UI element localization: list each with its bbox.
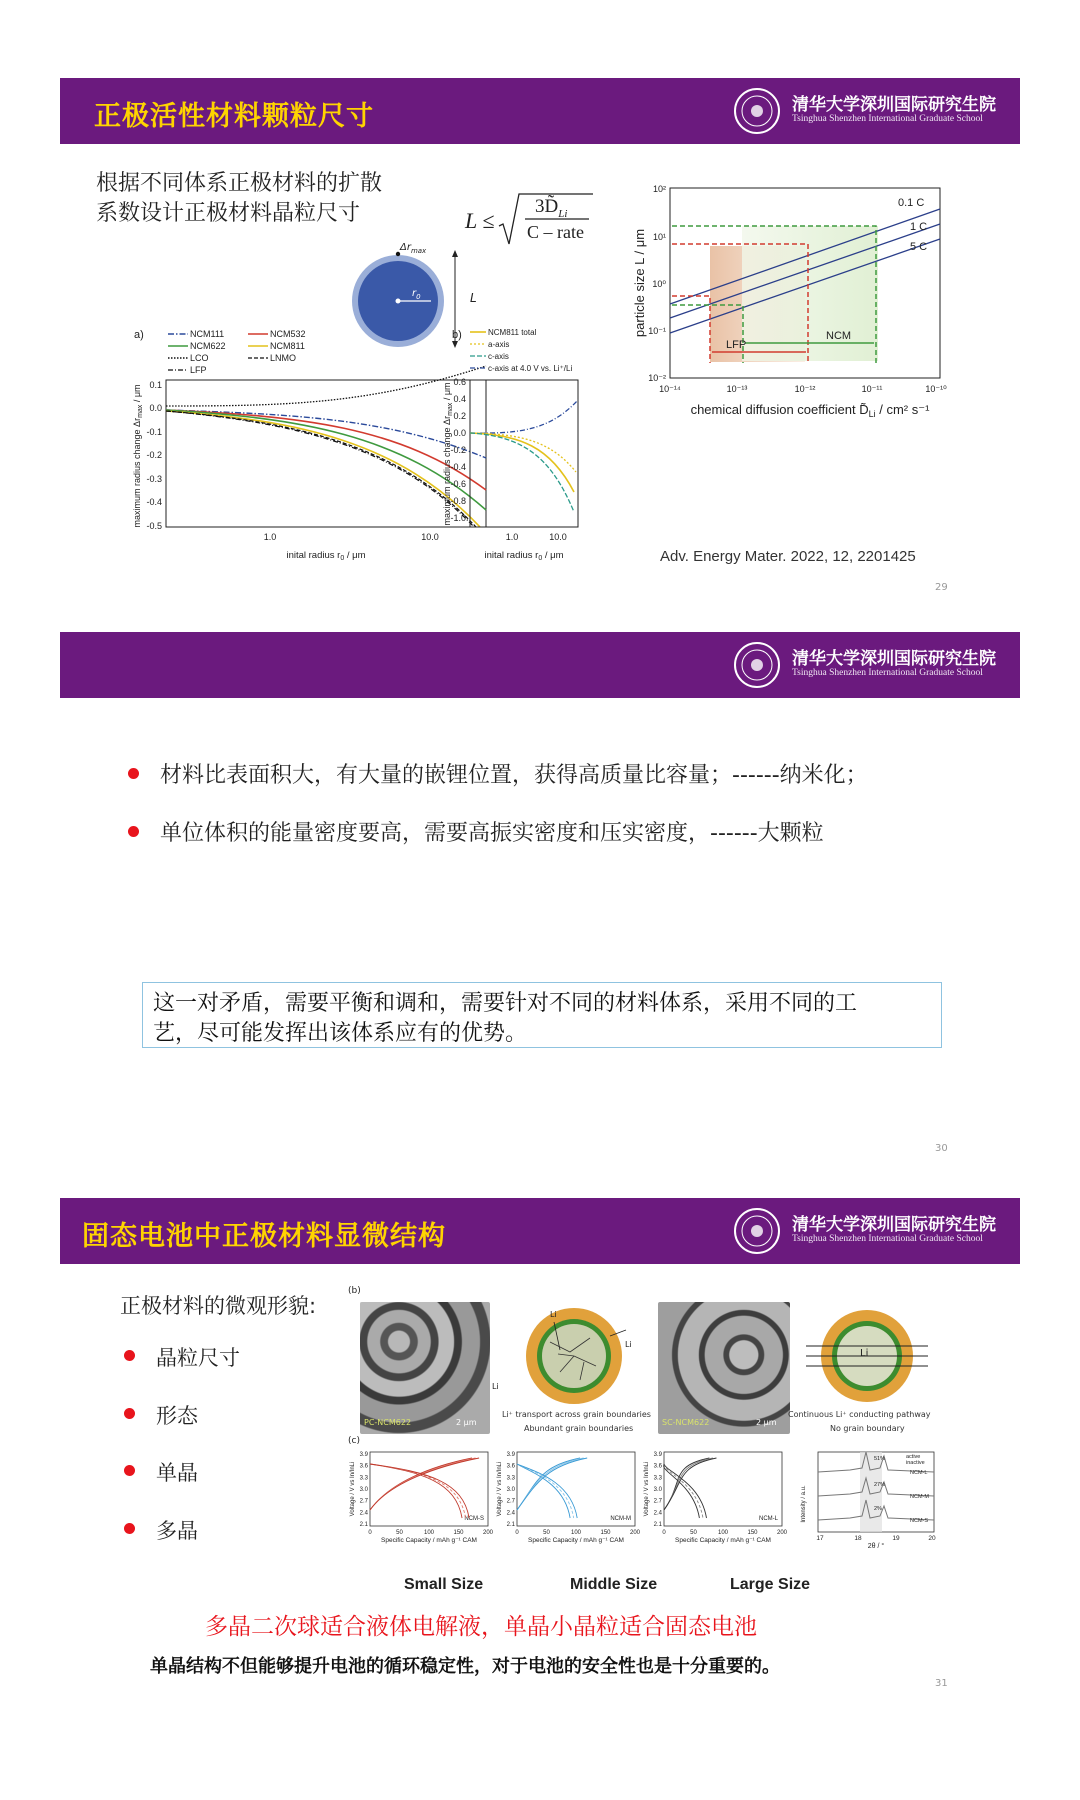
bullet-icon xyxy=(124,1350,135,1361)
voltage-ytick: 3.6 xyxy=(653,1463,662,1470)
formula-denominator: C – rate xyxy=(527,222,584,242)
voltage-xtick: 200 xyxy=(482,1530,494,1536)
citation: Adv. Energy Mater. 2022, 12, 2201425 xyxy=(660,548,916,565)
bullet-icon xyxy=(124,1523,135,1534)
xrd-tag-m: NCM-M xyxy=(910,1494,929,1500)
voltage-xlabel: Specific Capacity / mAh g⁻¹ CAM xyxy=(528,1537,624,1544)
xrd-pct-1: 51% xyxy=(874,1456,886,1462)
ytick: 0.2 xyxy=(453,411,466,421)
chart-c-yticks xyxy=(648,184,666,383)
sphere-dr-label: $\Delta r_{max}$ xyxy=(400,242,427,255)
logo-chinese-name: 清华大学深圳国际研究生院 xyxy=(792,95,996,115)
logo-chinese-name: 清华大学深圳国际研究生院 xyxy=(792,1215,996,1235)
voltage-ytick: 2.1 xyxy=(653,1522,662,1528)
bullet-icon xyxy=(128,768,139,779)
xrd-plot xyxy=(800,1448,940,1548)
ytick: -0.5 xyxy=(146,521,162,531)
sem-image-single-crystal xyxy=(658,1302,790,1434)
legend-lnmo: LNMO xyxy=(270,353,297,363)
legend-c-axis-4v: c-axis at 4.0 V vs. Li⁺/Li xyxy=(488,364,573,373)
chart-b-xlabel: inital radius $r_0$ / μm xyxy=(484,550,564,562)
xtick: 19 xyxy=(892,1535,900,1542)
legend-a-axis: a-axis xyxy=(488,340,510,349)
voltage-xtick: 200 xyxy=(776,1530,788,1536)
ytick: 0.0 xyxy=(149,403,162,413)
ytick: 10⁻¹ xyxy=(648,326,666,336)
voltage-ytick: 2.4 xyxy=(653,1510,662,1517)
chart-c-ylabel: particle size L / μm xyxy=(632,228,647,338)
voltage-xtick: 100 xyxy=(570,1530,582,1536)
voltage-ytick: 3.0 xyxy=(359,1487,368,1493)
ytick: 0.4 xyxy=(453,394,466,404)
intro-line-1: 根据不同体系正极材料的扩散 xyxy=(96,171,383,196)
sem-image-polycrystal xyxy=(360,1302,490,1434)
chart-a-ylabel: maximum radius change $\Delta r_{max}$ / μm xyxy=(132,384,144,528)
university-seal-icon xyxy=(732,86,782,136)
ncm-region xyxy=(742,226,878,361)
xrd-pct-3: 2% xyxy=(874,1506,882,1512)
chart-c xyxy=(630,178,970,428)
chart-b-ylabel: maximum radius change $\Delta r_{max}$ / μm xyxy=(442,382,454,526)
bullet-1: 材料比表面积大，有大量的嵌锂位置，获得高质量比容量；------纳米化； xyxy=(160,763,868,788)
chart-b-xticks xyxy=(506,532,567,542)
xtick: 10⁻¹⁰ xyxy=(925,384,947,394)
charge-curve xyxy=(517,1458,587,1510)
voltage-plot-tag: NCM-M xyxy=(610,1516,631,1522)
chart-a-yticks xyxy=(146,380,162,531)
slide-title: 正极活性材料颗粒尺寸 xyxy=(94,101,374,132)
chart-a-panel-label: a) xyxy=(134,329,144,341)
legend-total: NCM811 total xyxy=(488,328,537,337)
xtick: 10⁻¹¹ xyxy=(861,384,883,394)
page-number: 31 xyxy=(935,1678,948,1689)
label-1c: 1 C xyxy=(910,221,928,233)
ncm-label: NCM xyxy=(826,330,852,342)
voltage-xtick: 50 xyxy=(690,1530,697,1536)
voltage-ytick: 2.4 xyxy=(359,1510,368,1517)
charge-curve xyxy=(370,1458,476,1510)
curve-c-axis-4v xyxy=(470,400,578,433)
chart-b-yticks xyxy=(450,377,466,523)
legend-ncm111: NCM111 xyxy=(190,329,225,339)
voltage-ytick: 2.1 xyxy=(359,1522,368,1528)
chart-b-plot xyxy=(440,322,610,567)
charge-curve xyxy=(664,1458,709,1510)
legend-ncm532: NCM532 xyxy=(270,329,306,339)
logo-english-name: Tsinghua Shenzhen International Graduate School xyxy=(792,114,983,124)
size-label-middle: Middle Size xyxy=(570,1576,658,1593)
university-logo xyxy=(732,86,1002,136)
section-heading: 正极材料的微观形貌: xyxy=(120,1294,317,1318)
chart-b-curves xyxy=(470,400,578,512)
voltage-xlabel: Specific Capacity / mAh g⁻¹ CAM xyxy=(381,1537,477,1544)
chart-a-xlabel: inital radius $r_0$ / μm xyxy=(286,550,366,562)
li-label: Li xyxy=(550,1310,557,1319)
chart-c-xlabel: chemical diffusion coefficient $D̃_{Li} / cm^2$ s⁻¹ xyxy=(690,402,930,419)
lfp-label: LFP xyxy=(726,339,747,351)
page-number: 30 xyxy=(935,1143,948,1154)
charge-curve xyxy=(517,1458,580,1510)
diagram1-caption-2: Abundant grain boundaries xyxy=(524,1424,634,1433)
conclusion-red: 多晶二次球适合液体电解液，单晶小晶粒适合固态电池 xyxy=(205,1614,757,1640)
li-label: Li xyxy=(860,1348,869,1359)
xrd-tag-l: NCM-L xyxy=(910,1470,928,1476)
curve-total xyxy=(470,433,574,492)
university-seal-icon xyxy=(732,1206,782,1256)
legend-ncm811: NCM811 xyxy=(270,341,305,351)
voltage-ytick: 3.3 xyxy=(359,1475,368,1482)
bullet-single-crystal: 单晶 xyxy=(156,1461,198,1485)
voltage-xtick: 0 xyxy=(662,1530,666,1536)
bullet-2: 单位体积的能量密度要高，需要高振实密度和压实密度，------大颗粒 xyxy=(160,821,824,846)
slide-title: 固态电池中正极材料显微结构 xyxy=(82,1221,446,1252)
voltage-plot-frame xyxy=(370,1452,488,1526)
voltage-ytick: 3.3 xyxy=(653,1475,662,1482)
legend-ncm622: NCM622 xyxy=(190,341,226,351)
voltage-ylabel: Voltage / V vs In/InLi xyxy=(497,1461,503,1517)
note-box xyxy=(142,982,942,1048)
slide-29 xyxy=(60,78,1020,603)
xtick: 10⁻¹⁴ xyxy=(659,384,681,394)
voltage-xlabel: Specific Capacity / mAh g⁻¹ CAM xyxy=(675,1537,771,1544)
voltage-xtick: 0 xyxy=(368,1530,372,1536)
xtick: 10.0 xyxy=(421,532,439,542)
bullet-icon xyxy=(124,1465,135,1476)
voltage-ytick: 3.3 xyxy=(506,1475,515,1482)
logo-chinese-name: 清华大学深圳国际研究生院 xyxy=(792,649,996,669)
voltage-ytick: 3.9 xyxy=(359,1452,368,1458)
diagram2-caption-1: Continuous Li⁺ conducting pathway xyxy=(788,1410,931,1419)
voltage-plot-3 xyxy=(644,1452,788,1544)
ytick: 10⁻² xyxy=(648,373,666,383)
ytick: 10¹ xyxy=(652,232,666,242)
xrd-tag-s: NCM-S xyxy=(910,1518,929,1524)
university-logo xyxy=(732,640,1002,690)
xtick: 20 xyxy=(928,1535,936,1542)
voltage-xtick: 100 xyxy=(717,1530,729,1536)
bullet-icon xyxy=(128,826,139,837)
voltage-plot-2 xyxy=(497,1452,641,1544)
fig-b-label: (b) xyxy=(348,1286,361,1296)
voltage-xtick: 50 xyxy=(396,1530,403,1536)
voltage-plots xyxy=(348,1448,788,1548)
formula-numerator: $3D̃_{Li}$ xyxy=(535,196,568,220)
sphere-r0-label: $r_0$ xyxy=(412,288,421,301)
discharge-curve xyxy=(517,1464,570,1518)
voltage-ylabel: Voltage / V vs In/InLi xyxy=(644,1461,650,1517)
intro-line-2: 系数设计正极材料晶粒尺寸 xyxy=(96,201,361,226)
bullet-grain-size: 晶粒尺寸 xyxy=(156,1346,240,1370)
ytick: -0.4 xyxy=(146,497,162,507)
discharge-curve xyxy=(370,1464,466,1518)
ytick: -0.6 xyxy=(450,479,466,489)
ytick: -0.1 xyxy=(146,427,162,437)
formula-lhs: L ≤ xyxy=(465,208,495,233)
label-5c: 5 C xyxy=(910,241,928,253)
ytick: -1.0 xyxy=(450,513,466,523)
logo-english-name: Tsinghua Shenzhen International Graduate School xyxy=(792,1234,983,1244)
size-formula xyxy=(465,190,595,250)
voltage-ytick: 2.7 xyxy=(359,1498,368,1505)
sem2-caption: SC-NCM622 xyxy=(662,1418,710,1427)
slide-31 xyxy=(60,1198,1020,1738)
xtick: 10⁻¹² xyxy=(794,384,816,394)
voltage-xtick: 50 xyxy=(543,1530,550,1536)
charge-curve xyxy=(370,1458,479,1510)
ytick: 10² xyxy=(652,184,666,194)
voltage-plot-frame xyxy=(664,1452,782,1526)
voltage-xtick: 0 xyxy=(515,1530,519,1536)
voltage-xtick: 200 xyxy=(629,1530,641,1536)
label-0-1c: 0.1 C xyxy=(898,197,925,209)
chart-b-frame xyxy=(470,380,578,527)
ytick: 0.0 xyxy=(453,428,466,438)
ytick: -0.8 xyxy=(450,496,466,506)
note-line-1: 这一对矛盾，需要平衡和调和，需要针对不同的材料体系，采用不同的工 xyxy=(153,991,858,1016)
discharge-curve xyxy=(370,1464,469,1518)
curve-a-axis xyxy=(470,433,576,472)
voltage-xtick: 150 xyxy=(747,1530,758,1536)
xtick: 17 xyxy=(816,1535,824,1542)
xrd-pct-2: 27% xyxy=(874,1482,886,1488)
header-bar xyxy=(60,1198,1020,1264)
sem1-scale: 2 μm xyxy=(456,1418,477,1427)
grain-boundary-diagram xyxy=(500,1302,650,1412)
voltage-ytick: 2.4 xyxy=(506,1510,515,1517)
xtick: 18 xyxy=(854,1535,862,1542)
voltage-xtick: 150 xyxy=(600,1530,611,1536)
ytick: 10⁰ xyxy=(652,279,666,289)
bullet-polycrystal: 多晶 xyxy=(156,1519,198,1543)
diagram2-caption-2: No grain boundary xyxy=(830,1424,905,1433)
chart-c-xticks xyxy=(659,384,947,394)
header-bar xyxy=(60,632,1020,698)
voltage-ytick: 3.0 xyxy=(506,1487,515,1493)
xtick: 10⁻¹³ xyxy=(726,384,748,394)
voltage-xtick: 150 xyxy=(453,1530,464,1536)
sphere-L-label: L xyxy=(470,291,477,305)
xrd-xlabel: 2θ / ° xyxy=(867,1543,885,1548)
ytick: -0.2 xyxy=(450,445,466,455)
sem2-scale: 2 μm xyxy=(756,1418,777,1427)
bullet-morphology: 形态 xyxy=(156,1404,198,1428)
note-line-2: 艺，尽可能发挥出该体系应有的优势。 xyxy=(153,1021,528,1046)
xrd-legend-active: active xyxy=(906,1454,921,1460)
ytick: -0.4 xyxy=(450,462,466,472)
voltage-ylabel: Voltage / V vs In/InLi xyxy=(350,1461,356,1517)
voltage-ytick: 2.7 xyxy=(506,1498,515,1505)
li-label: Li xyxy=(625,1340,632,1349)
xrd-ylabel: Intensity / a.u. xyxy=(801,1485,807,1523)
voltage-ytick: 2.7 xyxy=(653,1498,662,1505)
voltage-ytick: 3.9 xyxy=(506,1452,515,1458)
slide-30 xyxy=(60,632,1020,1172)
ytick: -0.2 xyxy=(146,450,162,460)
university-logo xyxy=(732,1206,1002,1256)
voltage-plot-tag: NCM-S xyxy=(464,1516,484,1522)
legend-lco: LCO xyxy=(190,353,209,363)
curve-c-axis xyxy=(470,433,574,512)
voltage-ytick: 3.6 xyxy=(506,1463,515,1470)
legend-lfp: LFP xyxy=(190,365,207,375)
voltage-ytick: 2.1 xyxy=(506,1522,515,1528)
bullet-icon xyxy=(124,1408,135,1419)
voltage-ytick: 3.6 xyxy=(359,1463,368,1470)
chart-b-panel-label: b) xyxy=(452,329,462,341)
chart-b-legend-rest xyxy=(470,340,572,373)
xtick: 1.0 xyxy=(263,532,277,542)
voltage-plot-tag: NCM-L xyxy=(759,1516,778,1522)
voltage-xtick: 100 xyxy=(423,1530,435,1536)
xrd-legend-inactive: inactive xyxy=(906,1460,925,1466)
voltage-ytick: 3.0 xyxy=(653,1487,662,1493)
chart-a-legend xyxy=(168,329,306,375)
legend-c-axis: c-axis xyxy=(488,352,509,361)
voltage-ytick: 3.9 xyxy=(653,1452,662,1458)
conclusion-black: 单晶结构不但能够提升电池的循环稳定性，对于电池的安全性也是十分重要的。 xyxy=(150,1656,780,1677)
logo-english-name: Tsinghua Shenzhen International Graduate School xyxy=(792,668,983,678)
li-label: Li xyxy=(492,1382,499,1391)
voltage-plot-frame xyxy=(517,1452,635,1526)
voltage-plot-1 xyxy=(350,1452,494,1544)
xrd-xticks xyxy=(816,1535,936,1542)
ytick: 0.6 xyxy=(453,377,466,387)
size-label-small: Small Size xyxy=(404,1576,484,1593)
sem1-caption: PC-NCM622 xyxy=(364,1418,412,1427)
diagram1-caption-1: Li⁺ transport across grain boundaries xyxy=(502,1410,651,1419)
xtick: 10.0 xyxy=(549,532,567,542)
fig-c-label: (c) xyxy=(348,1436,360,1446)
ytick: -0.3 xyxy=(146,474,162,484)
header-bar xyxy=(60,78,1020,144)
xtick: 1.0 xyxy=(505,532,519,542)
university-seal-icon xyxy=(732,640,782,690)
ytick: 0.1 xyxy=(149,380,162,390)
page-number: 29 xyxy=(935,582,948,593)
size-label-large: Large Size xyxy=(730,1576,811,1593)
